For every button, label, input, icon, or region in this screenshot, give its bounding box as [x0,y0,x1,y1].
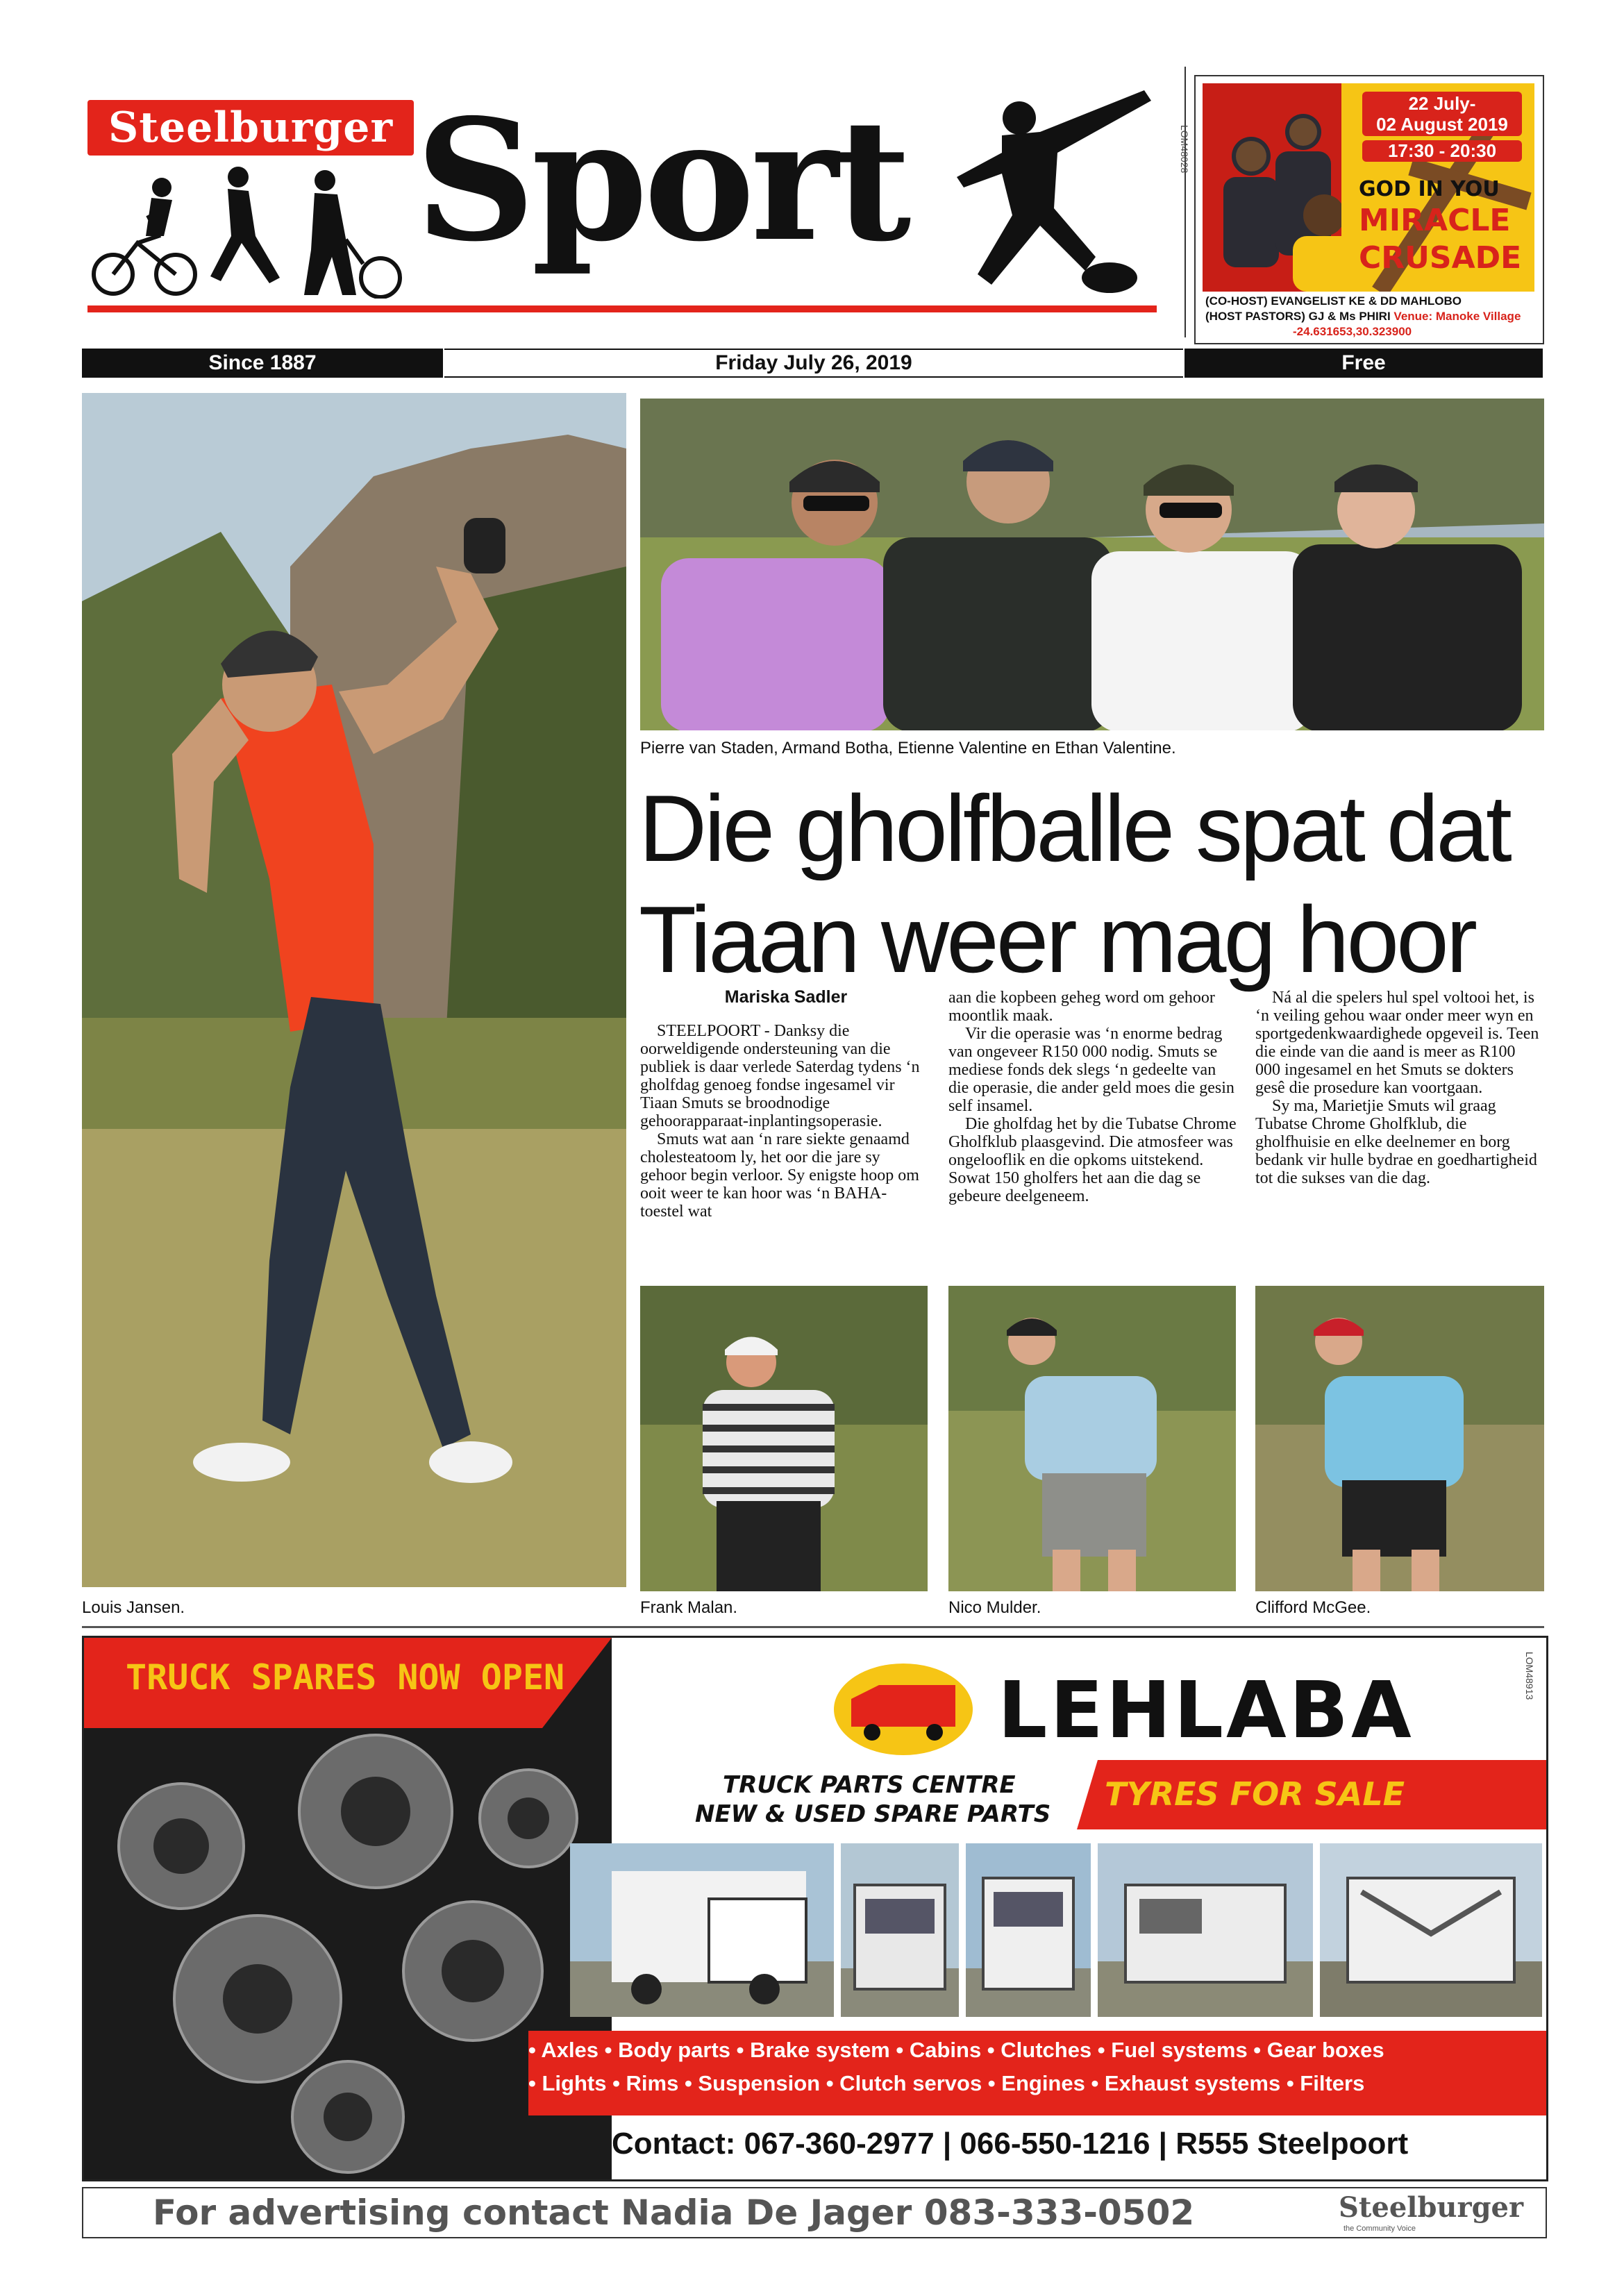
rugby-player-illustration [936,76,1165,299]
caption-frank-malan: Frank Malan. [640,1598,738,1617]
truck-photo-1 [570,1843,834,2017]
main-golfer-photo [82,393,626,1587]
caption-nico-mulder: Nico Mulder. [948,1598,1041,1617]
date-bar: Friday July 26, 2019 [444,349,1183,378]
truck-photo-2 [841,1843,959,2017]
truck-photo-3 [966,1843,1091,2017]
athletes-illustration [82,160,408,299]
footer-logo: Steelburger [1339,2191,1524,2224]
article-paragraph: STEELPOORT - Danksy die oorweldigende ondersteuning van die publiek is daar verlede Saterdag tydens ‘n gholfdag genoeg fondse ingesamel vir Tiaan Smuts se broodnodige gehoorapparaat-inplantingsoperasie. [640,1022,920,1130]
photo-nico-mulder [948,1286,1236,1591]
photo-clifford-mcgee [1255,1286,1544,1591]
article-paragraph: Vir die operasie was ‘n enorme bedrag van ongeveer R150 000 nodig. Smuts se mediese fonds dek slegs ‘n gedeelte van die operasie, die ander geld moes die gesin self insamel. [948,1025,1234,1115]
ad-banner-text: TRUCK SPARES NOW OPEN [126,1657,565,1698]
article-column-3 [1255,989,1544,1187]
since-bar: Since 1887 [82,349,443,378]
brand-banner [87,100,414,156]
crusade-ref: LOM48028 [1179,125,1190,174]
article-column-2 [948,989,1237,1205]
crusade-time: 17:30 - 20:30 [1362,140,1522,162]
masthead-divider [1184,67,1186,337]
caption-group: Pierre van Staden, Armand Botha, Etienne Valentine en Ethan Valentine. [640,739,1176,757]
crusade-line3: CRUSADE [1359,240,1522,276]
caption-clifford-mcgee: Clifford McGee. [1255,1598,1371,1617]
article-paragraph: Die gholfdag het by die Tubatse Chrome Gholfklub plaasgevind. Die atmosfeer was ongelooflik en die opkoms uitstekend. Sowat 150 gholfers het aan die dag se gebeure deelgeneem. [948,1115,1237,1205]
page-rule [82,1626,1544,1628]
truck-photo-5 [1320,1843,1542,2017]
footer-logo-sub: the Community Voice [1343,2224,1416,2233]
masthead [82,83,1165,326]
truck-photo-4 [1098,1843,1313,2017]
crusade-host: (HOST PASTORS) GJ & Ms PHIRI [1205,310,1391,323]
byline: Mariska Sadler [724,987,848,1007]
price-bar: Free [1184,349,1543,378]
lehlaba-brand: LEHLABA [998,1666,1414,1756]
lehlaba-ad [82,1636,1548,2181]
parts-line-1: • Axles • Body parts • Brake system • Cabins • Clutches • Fuel systems • Gear boxes [528,2038,1384,2062]
crusade-line1: GOD IN YOU [1359,177,1500,201]
article-column-1 [640,1008,929,1221]
article-paragraph: Sy ma, Marietjie Smuts wil graag Tubatse Chrome Gholfklub, die gholfhuisie en elke deelnemer en borg bedank vir hulle bydrae en goedhartigheid tot die sukses van die dag. [1255,1097,1537,1187]
caption-main: Louis Jansen. [82,1598,185,1617]
crusade-ad-image [1203,83,1534,292]
lehlaba-sub1: TRUCK PARTS CENTRE [723,1771,1016,1799]
crusade-dates: 22 July- 02 August 2019 [1362,92,1522,136]
tyres-text: TYRES FOR SALE [1105,1775,1405,1813]
headline-line2: Tiaan weer mag hoor [639,887,1475,992]
group-photo [640,399,1544,730]
crusade-line2: MIRACLE [1359,203,1511,238]
section-title: Sport [415,83,907,278]
footer-text: For advertising contact Nadia De Jager 083-333-0502 [153,2193,1195,2233]
crusade-cohost: (CO-HOST) EVANGELIST KE & DD MAHLOBO [1205,294,1462,308]
crusade-ad [1179,75,1544,344]
article-paragraph: aan die kopbeen geheg word om gehoor moontlik maak. [948,989,1215,1025]
article-paragraph: Ná al die spelers hul spel voltooi het, is ‘n veiling gehou waar onder meer wyn en sportgedenkwaardighede opgeveil is. Teen die einde van die aand is meer as R100 000 ingesamel en het Smuts se dokters gesê die prosedure kan voortgaan. [1255,989,1539,1097]
masthead-rule [87,305,1157,312]
parts-line-2: • Lights • Rims • Suspension • Clutch servos • Engines • Exhaust systems • Filters [528,2071,1365,2095]
footer-bar [82,2187,1547,2238]
crusade-coords: -24.631653,30.323900 [1293,325,1412,338]
truck-logo-icon [830,1657,976,1761]
brand-name: Steelburger [108,103,394,152]
crusade-host-line [1205,310,1521,324]
photo-frank-malan [640,1286,928,1591]
lehlaba-ref: LOM48913 [1524,1652,1535,1700]
crusade-venue: Venue: Manoke Village [1393,310,1521,323]
contact-line: Contact: 067-360-2977 | 066-550-1216 | R555 Steelpoort [612,2127,1409,2161]
article-paragraph: Smuts wat aan ‘n rare siekte genaamd cholesteatoom ly, het oor die jare sy gehoor begin verloor. Sy enigste hoop om ooit weer te kan hoor was ‘n BAHA-toestel wat [640,1130,919,1221]
headline-line1: Die gholfballe spat dat [639,776,1509,881]
lehlaba-sub2: NEW & USED SPARE PARTS [695,1800,1051,1828]
